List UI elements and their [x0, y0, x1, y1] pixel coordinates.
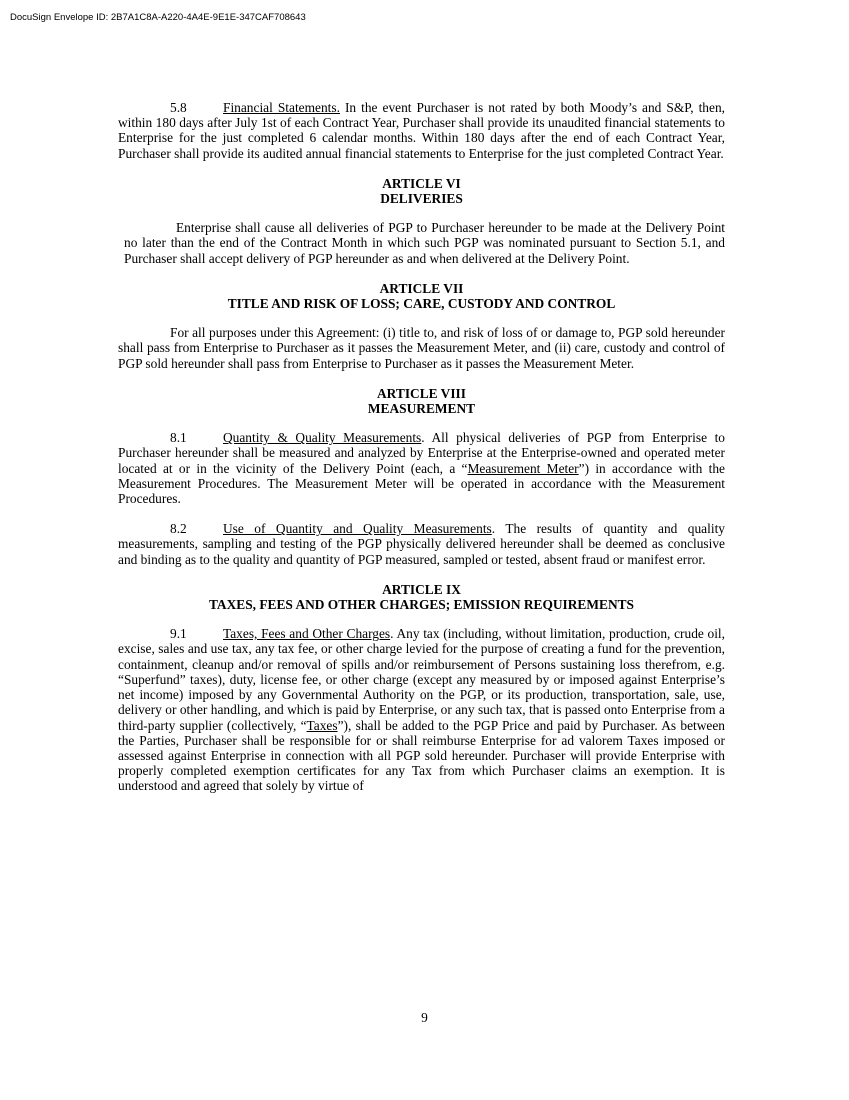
article-9-label: ARTICLE IX: [382, 581, 461, 597]
section-number: 8.1: [170, 430, 187, 446]
article-9-title: TAXES, FEES AND OTHER CHARGES; EMISSION REQUIREMENTS: [209, 597, 634, 613]
section-text: . The results of quantity and quality measurements, sampling and testing of the PGP physically delivered hereunder shall be deemed as conclusive and binding as to the quality and quantity of PGP measured, sampled or tested, absent fraud or manifest error.: [118, 521, 725, 567]
section-title: Financial Statements.: [223, 100, 340, 115]
section-9-1: [118, 626, 725, 793]
article-7-label: ARTICLE VII: [379, 280, 464, 296]
article-7-title: TITLE AND RISK OF LOSS; CARE, CUSTODY AND CONTROL: [227, 296, 616, 312]
page-number: 9: [421, 1010, 428, 1025]
section-title: Use of Quantity and Quality Measurements: [223, 521, 492, 537]
section-text: . All physical deliveries of PGP from Enterprise to Purchaser hereunder shall be measured and analyzed by Enterprise at the Enterprise-owned and operated meter located at or in the vicinity of the Delivery Point (each, a “: [118, 430, 726, 476]
defined-term: Measurement Meter: [467, 460, 579, 476]
section-title: Quantity & Quality Measurements: [223, 430, 422, 446]
article-7-text: For all purposes under this Agreement: (i) title to, and risk of loss of or damage to, PGP sold hereunder shall pass from Enterprise to Purchaser as it passes the Measurement Meter, and (ii) care, custody and control of PGP sold hereunder shall pass from Enterprise to Purchaser as it passes the Measurement Meter.: [118, 325, 725, 371]
article-6-label: ARTICLE VI: [382, 175, 461, 191]
section-5-8: [118, 100, 725, 161]
article-8-title: MEASUREMENT: [367, 401, 476, 417]
docusign-envelope-id: DocuSign Envelope ID: 2B7A1C8A-A220-4A4E-9E1E-347CAF708643: [10, 12, 306, 23]
article-8-label: ARTICLE VIII: [377, 385, 466, 401]
section-text: . Any tax (including, without limitation, production, crude oil, excise, sales and use tax, any tax fee, or other charge levied for the purpose of creating a fund for the prevention, containment, cleanup and/or removal of spills and/or reimbursement of Persons sustaining loss therefrom, e.g. “Superfund” taxes), duty, license fee, or other charge (except any measured by or imposed against Enterprise’s net income) imposed by any Governmental Authority on the PGP, or its production, transportation, sale, use, delivery or other handling, and which is paid by Enterprise, or any such tax, that is passed onto Enterprise from a third-party supplier (collectively, “: [118, 626, 726, 733]
section-text: ”) in accordance with the Measurement Procedures. The Measurement Meter will be operated in accordance with the Measurement Procedures.: [118, 460, 725, 507]
defined-term: Taxes: [306, 717, 338, 733]
section-number: 8.2: [170, 521, 187, 537]
document-page: [118, 100, 725, 794]
section-8-2: [118, 521, 725, 567]
section-text: ”), shall be added to the PGP Price and paid by Purchaser. As between the Parties, Purchaser shall be responsible for or shall reimburse Enterprise for ad valorem Taxes imposed or assessed against Enterprise in connection with all PGP sold hereunder. Purchaser will provide Enterprise with properly completed exemption certificates for any Tax from which Purchaser claims an exemption. It is understood and agreed that solely by virtue of: [118, 717, 725, 794]
article-6-title: DELIVERIES: [380, 191, 463, 207]
section-text: In the event Purchaser is not rated by both Moody’s and S&P, then, within 180 days after July 1st of each Contract Year, Purchaser shall provide its unaudited financial statements to Enterprise for the just completed 6 calendar months. Within 180 days after the end of each Contract Year, Purchaser shall provide its audited annual financial statements to Enterprise for the just completed Contract Year.: [118, 100, 725, 161]
article-6-text: Enterprise shall cause all deliveries of PGP to Purchaser hereunder to be made at the Delivery Point no later than the end of the Contract Month in which such PGP was nominated pursuant to Section 5.1, and Purchaser shall accept delivery of PGP hereunder as and when delivered at the Delivery Point.: [124, 220, 725, 266]
section-number: 5.8: [170, 100, 187, 115]
section-number: 9.1: [170, 626, 187, 642]
section-8-1: [118, 430, 725, 506]
section-title: Taxes, Fees and Other Charges: [223, 626, 391, 642]
